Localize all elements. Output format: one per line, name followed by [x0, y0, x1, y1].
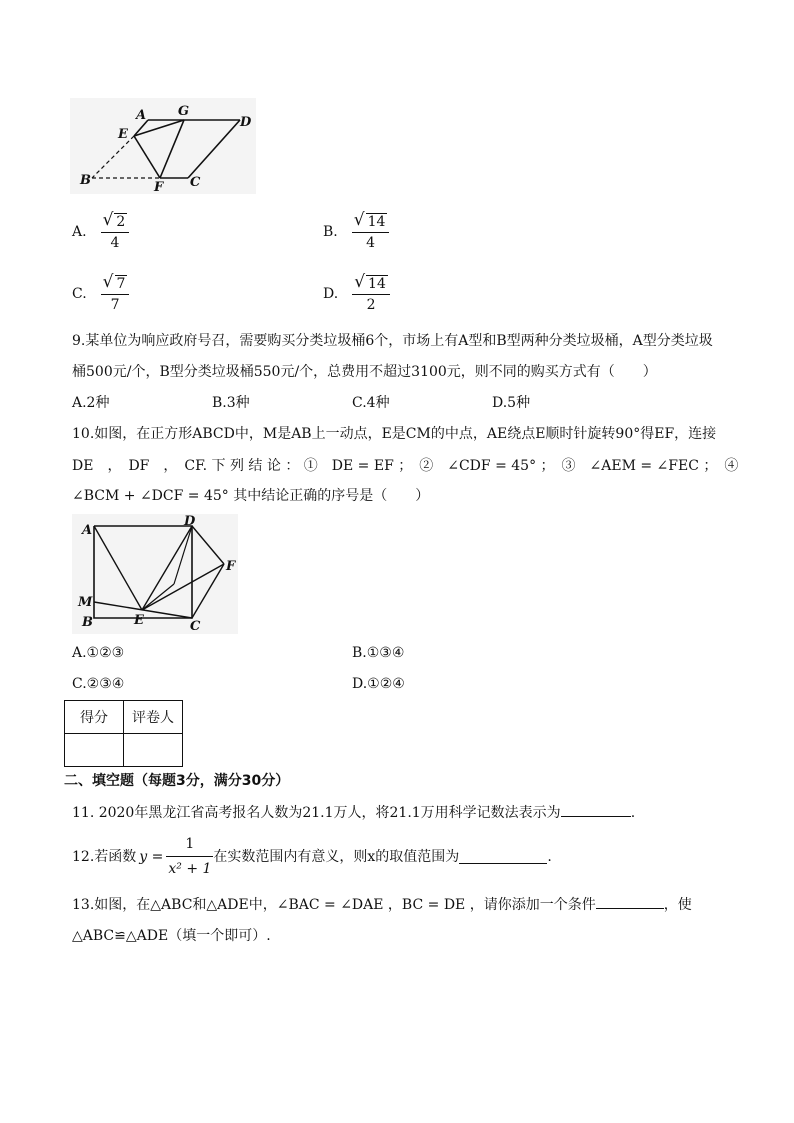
- label-F: F: [154, 180, 164, 194]
- q10-option-b[interactable]: B.①③④: [352, 645, 405, 661]
- q12-suffix: 在实数范围内有意义，则x的取值范围为: [213, 848, 460, 865]
- q9-option-a[interactable]: A.2种: [72, 395, 110, 411]
- q8-option-c-fraction: [101, 274, 130, 313]
- q8-option-c-label: C.: [72, 285, 87, 302]
- score-cell[interactable]: [65, 734, 124, 767]
- q10-option-d[interactable]: D.①②④: [352, 676, 405, 692]
- q8-option-c[interactable]: [72, 274, 129, 313]
- q8-option-d-label: D.: [323, 285, 339, 302]
- label-D: D: [240, 115, 252, 130]
- q8-option-d[interactable]: [323, 274, 390, 313]
- q8-option-d-radicand: 14: [368, 276, 386, 292]
- q9-option-c[interactable]: C.4种: [352, 395, 390, 411]
- q8-option-c-den: 7: [110, 297, 120, 313]
- label-A: A: [136, 108, 147, 123]
- section2-title: 二、填空题（每题3分，满分30分）: [64, 773, 290, 789]
- score-table-col1: 得分: [65, 701, 124, 734]
- sqrt-icon: √: [354, 272, 366, 292]
- q12-answer-blank[interactable]: [459, 849, 547, 864]
- q10-line3: ∠BCM + ∠DCF = 45° 其中结论正确的序号是（ ）: [72, 488, 430, 504]
- label-B: B: [80, 173, 91, 188]
- q11-answer-blank[interactable]: [561, 802, 631, 817]
- q13-line1: [72, 894, 692, 915]
- q8-option-b-radicand: 14: [367, 214, 386, 230]
- label-E: E: [134, 613, 144, 628]
- q12-fraction: [166, 834, 213, 879]
- sqrt-icon: √: [102, 210, 114, 230]
- q8-option-a-label: A.: [72, 223, 87, 240]
- q12: [72, 834, 552, 879]
- q12-num: 1: [185, 836, 195, 852]
- label-B: B: [82, 615, 93, 630]
- q9-line2: 桶500元/个，B型分类垃圾桶550元/个，总费用不超过3100元，则不同的购买方式有（ ）: [72, 364, 657, 380]
- score-table: [64, 700, 183, 767]
- score-table-col2: 评卷人: [124, 701, 183, 734]
- label-G: G: [178, 104, 190, 119]
- q11-end: .: [630, 805, 636, 821]
- q12-prefix: 12.若函数: [72, 848, 137, 865]
- q9-option-b[interactable]: B.3种: [212, 395, 250, 411]
- figure-q8-svg: [70, 98, 256, 194]
- figure-q8: [70, 98, 256, 194]
- q8-option-a-radicand: 2: [116, 214, 126, 230]
- q11-text: 11. 2020年黑龙江省高考报名人数为21.1万人，将21.1万用科学记数法表示为: [72, 805, 561, 821]
- sqrt-icon: √: [353, 210, 365, 230]
- figure-q10: [72, 514, 238, 634]
- q8-option-d-den: 2: [366, 297, 376, 313]
- q8-option-a-fraction: [101, 212, 130, 251]
- sqrt-icon: √: [102, 272, 114, 292]
- grader-cell[interactable]: [124, 734, 183, 767]
- q8-option-b-den: 4: [366, 235, 376, 251]
- label-M: M: [78, 595, 93, 610]
- figure-q10-svg: [72, 514, 238, 634]
- q12-end: .: [547, 848, 552, 865]
- q9-line1: 9.某单位为响应政府号召，需要购买分类垃圾桶6个，市场上有A型和B型两种分类垃圾桶，A型分类垃圾: [72, 333, 713, 349]
- q12-y: y =: [139, 848, 164, 865]
- q10-line1: 10.如图，在正方形ABCD中，M是AB上一动点，E是CM的中点，AE绕点E顺时针旋转90°得EF，连接: [72, 426, 717, 442]
- q8-option-a-den: 4: [110, 235, 120, 251]
- q8-option-b[interactable]: [323, 212, 389, 251]
- q13-line1-text: 13.如图，在△ABC和△ADE中，∠BAC = ∠DAE ，BC = DE ，请你添加一个条件: [72, 897, 596, 913]
- label-D: D: [184, 514, 196, 529]
- q10-line2: DE ， DF ， CF. 下 列 结 论 ： ① DE = EF ； ② ∠CDF = 45° ； ③ ∠AEM = ∠FEC ； ④: [72, 458, 739, 474]
- label-E: E: [118, 127, 128, 142]
- q13-line2: △ABC≌△ADE（填一个即可）.: [72, 928, 271, 944]
- q10-option-a[interactable]: A.①②③: [72, 645, 125, 661]
- label-F: F: [226, 559, 236, 574]
- q12-den: x² + 1: [168, 861, 212, 877]
- q13-line1-end: ，使: [663, 897, 692, 913]
- q8-option-d-fraction: [352, 274, 390, 313]
- label-C: C: [190, 619, 201, 634]
- label-C: C: [190, 175, 201, 190]
- q13-answer-blank[interactable]: [596, 894, 664, 909]
- label-A: A: [82, 523, 93, 538]
- q10-option-c[interactable]: C.②③④: [72, 676, 125, 692]
- q8-option-b-fraction: [352, 212, 390, 251]
- q11: [72, 802, 635, 823]
- q8-option-a[interactable]: [72, 212, 129, 251]
- q8-option-c-radicand: 7: [116, 276, 126, 292]
- q8-option-b-label: B.: [323, 223, 338, 240]
- q9-option-d[interactable]: D.5种: [492, 395, 531, 411]
